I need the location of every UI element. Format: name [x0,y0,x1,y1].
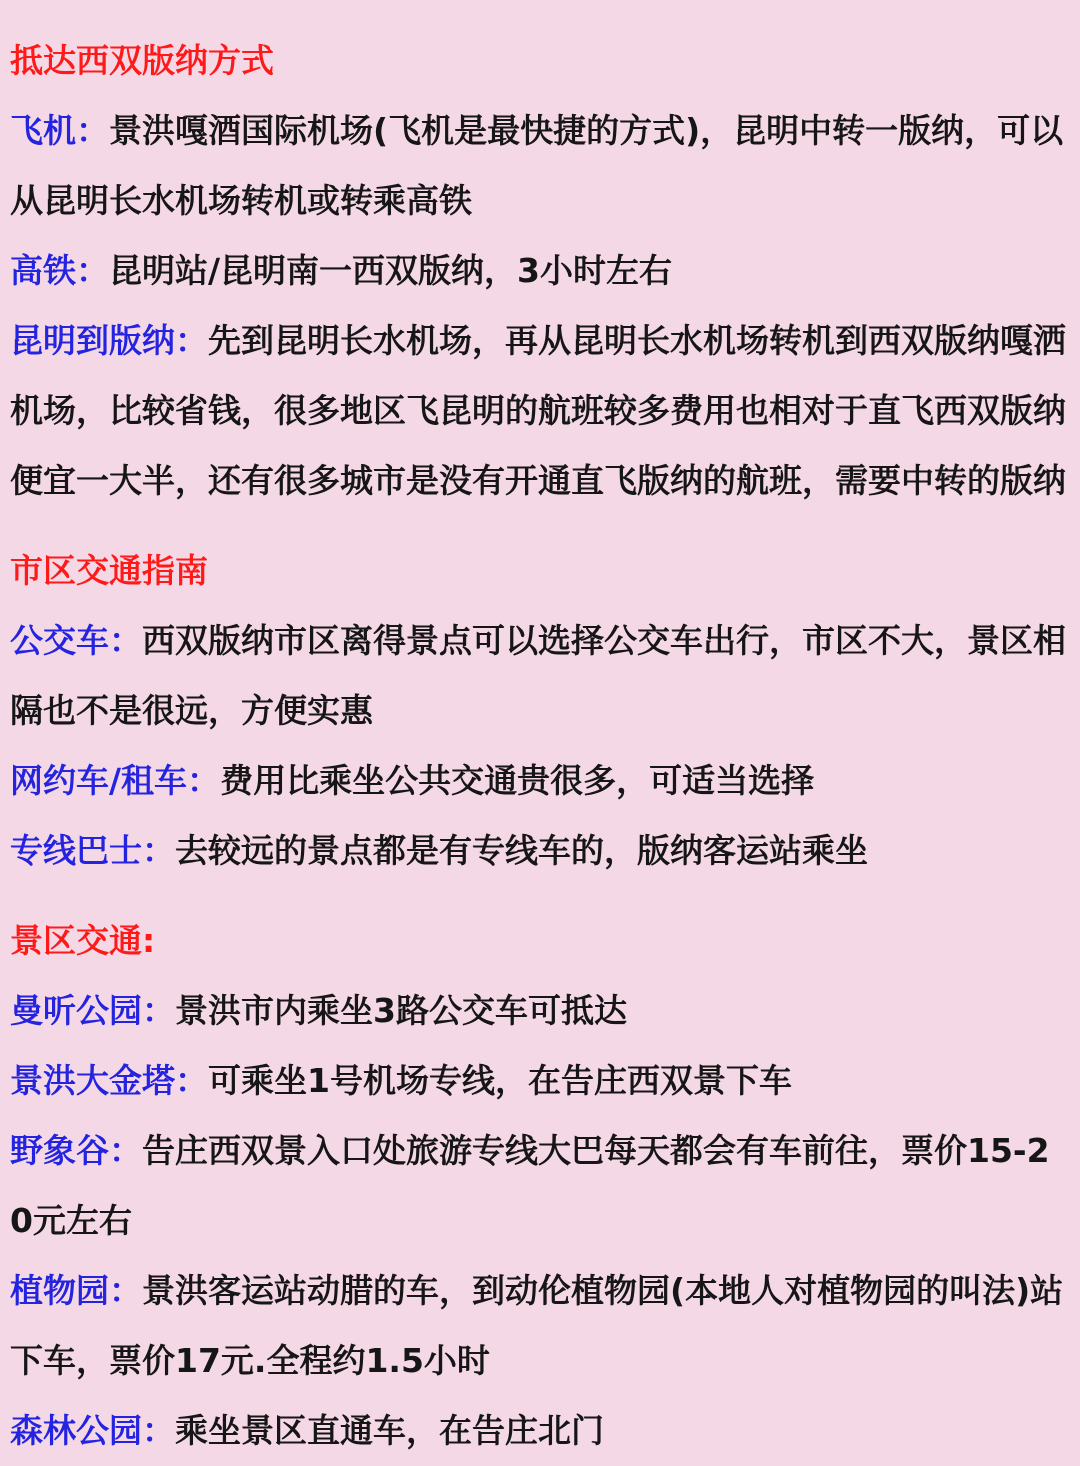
section-gap [10,886,1068,906]
entry-forest-park [10,1396,1068,1466]
entry-label: 野象谷： [10,1131,142,1170]
entry-text: 去较远的景点都是有专线车的，版纳客运站乘坐 [175,831,868,870]
entry-text: 西双版纳市区离得景点可以选择公交车出行，市区不大，景区相隔也不是很远，方便实惠 [10,621,1066,730]
entry-manting-park [10,976,1068,1046]
entry-text: 景洪市内乘坐3路公交车可抵达 [175,991,627,1030]
entry-label: 森林公园： [10,1411,175,1450]
section-title-arrival: 抵达西双版纳方式 [10,41,274,80]
entry-bus [10,606,1068,746]
entry-label: 高铁： [10,251,109,290]
entry-text: 昆明站/昆明南一西双版纳，3小时左右 [109,251,673,290]
section-title-city-transport: 市区交通指南 [10,551,208,590]
entry-botanical-garden [10,1256,1068,1396]
entry-text: 景洪客运站动腊的车，到动伦植物园(本地人对植物园的叫法)站下车，票价17元.全程约1.5小时 [10,1271,1064,1380]
entry-ride-hailing [10,746,1068,816]
section-title-scenic-transport: 景区交通: [10,921,156,960]
entry-text: 告庄西双景入口处旅游专线大巴每天都会有车前往，票价15-20元左右 [10,1131,1050,1240]
entry-label: 曼听公园： [10,991,175,1030]
entry-text: 费用比乘坐公共交通贵很多，可适当选择 [220,761,815,800]
entry-text: 景洪嘎酒国际机场(飞机是最快捷的方式)，昆明中转一版纳，可以从昆明长水机场转机或转乘高铁 [10,111,1064,220]
section-scenic-transport [10,906,1068,1466]
entry-label: 专线巴士： [10,831,175,870]
entry-golden-pagoda [10,1046,1068,1116]
entry-high-speed-rail [10,236,1068,306]
section-city-transport [10,536,1068,886]
section-gap [10,516,1068,536]
entry-label: 景洪大金塔： [10,1061,208,1100]
entry-label: 植物园： [10,1271,142,1310]
entry-label: 飞机： [10,111,109,150]
entry-label: 公交车： [10,621,142,660]
entry-text: 乘坐景区直通车，在告庄北门 [175,1411,604,1450]
entry-text: 可乘坐1号机场专线，在告庄西双景下车 [208,1061,792,1100]
entry-kunming-to-banna [10,306,1068,516]
entry-plane [10,96,1068,236]
section-arrival [10,0,1068,516]
entry-shuttle-bus [10,816,1068,886]
entry-label: 网约车/租车： [10,761,221,800]
entry-label: 昆明到版纳： [10,321,208,360]
entry-wild-elephant-valley [10,1116,1068,1256]
entry-text: 先到昆明长水机场，再从昆明长水机场转机到西双版纳嘎洒机场，比较省钱，很多地区飞昆明的航班较多费用也相对于直飞西双版纳便宜一大半，还有很多城市是没有开通直飞版纳的航班，需要中转的版纳 [10,321,1066,500]
